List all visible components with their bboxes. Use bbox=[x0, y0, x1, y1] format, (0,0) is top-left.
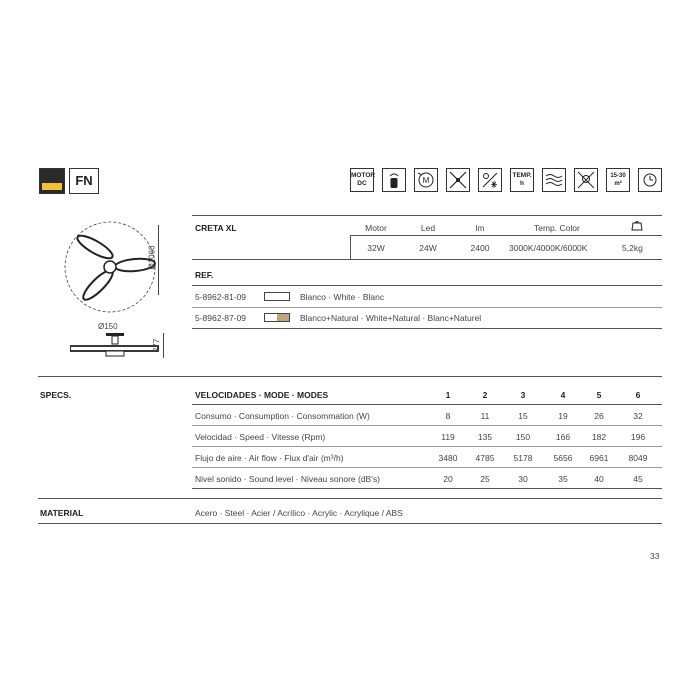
spec-value: 40 bbox=[594, 474, 604, 484]
spec-row-rule bbox=[192, 425, 662, 426]
spec-value: 35 bbox=[558, 474, 568, 484]
ref-bottom-rule bbox=[192, 328, 662, 329]
timer-icon bbox=[638, 168, 662, 192]
temp-color-value: 3000K/4000K/6000K bbox=[509, 243, 588, 253]
spec-value: 8049 bbox=[628, 453, 648, 463]
spec-value: 15 bbox=[518, 411, 528, 421]
family-code-box: FN bbox=[69, 168, 99, 194]
lm-header: lm bbox=[475, 223, 485, 233]
spec-value: 3480 bbox=[438, 453, 458, 463]
diameter-dimension-line bbox=[158, 225, 159, 295]
ref-label: REF. bbox=[195, 270, 214, 280]
spec-row-label: Nivel sonido · Sound level · Niveau sonore (dB's) bbox=[195, 474, 380, 484]
family-color-stripe bbox=[42, 183, 62, 190]
motor-header: Motor bbox=[365, 223, 387, 233]
ref-code-1: 5-8962-81-09 bbox=[195, 292, 247, 302]
spec-value: 8 bbox=[445, 411, 451, 421]
spec-value: 5178 bbox=[513, 453, 533, 463]
motor-m-icon bbox=[414, 168, 438, 192]
product-name: CRETA XL bbox=[195, 223, 237, 233]
spec-value: 135 bbox=[477, 432, 493, 442]
spec-value: 182 bbox=[591, 432, 607, 442]
material-label: MATERIAL bbox=[40, 508, 84, 518]
spec-value: 6961 bbox=[589, 453, 609, 463]
airflow-icon bbox=[542, 168, 566, 192]
summer-winter-icon bbox=[478, 168, 502, 192]
lm-value: 2400 bbox=[470, 243, 490, 253]
material-top-rule bbox=[38, 498, 662, 499]
page-number: 33 bbox=[650, 551, 660, 561]
specs-bottom-rule bbox=[192, 488, 662, 489]
material-text: Acero · Steel · Acier / Acrílico · Acrylic · Acrylique / ABS bbox=[195, 508, 403, 518]
speed-3: 3 bbox=[520, 390, 526, 400]
ref-header-rule bbox=[192, 285, 662, 286]
spec-row-label: Consumo · Consumption · Consommation (W) bbox=[195, 411, 370, 421]
product-header-rule bbox=[350, 235, 662, 236]
spec-value: 196 bbox=[630, 432, 646, 442]
spec-value: 5656 bbox=[553, 453, 573, 463]
speed-1: 1 bbox=[445, 390, 451, 400]
temp-color-header: Temp. Color bbox=[534, 223, 580, 233]
spec-row-label: Flujo de aire · Air flow · Flux d'air (m³/h) bbox=[195, 453, 344, 463]
spec-value: 166 bbox=[555, 432, 571, 442]
speed-6: 6 bbox=[635, 390, 641, 400]
fan-side-view-drawing bbox=[70, 333, 160, 363]
spec-value: 45 bbox=[633, 474, 643, 484]
led-header: Led bbox=[420, 223, 436, 233]
svg-text:M: M bbox=[422, 176, 430, 185]
reversible-fan-icon bbox=[446, 168, 470, 192]
spec-row-rule bbox=[192, 467, 662, 468]
spec-value: 11 bbox=[480, 411, 490, 421]
ref-code-2: 5-8962-87-09 bbox=[195, 313, 247, 323]
m2-text: m² bbox=[614, 181, 622, 187]
spec-value: 119 bbox=[441, 432, 455, 442]
spec-value: 19 bbox=[558, 411, 568, 421]
specs-header: VELOCIDADES · MODE · MODES bbox=[195, 390, 329, 400]
room-size-text: 15-30 bbox=[610, 173, 626, 179]
remote-control-icon bbox=[382, 168, 406, 192]
temperature-timer-icon bbox=[510, 168, 534, 192]
product-top-rule bbox=[192, 215, 662, 216]
spec-value: 20 bbox=[443, 474, 453, 484]
speed-5: 5 bbox=[596, 390, 602, 400]
weight-value: 5,2kg bbox=[622, 243, 643, 253]
material-bottom-rule bbox=[38, 523, 662, 524]
speed-4: 4 bbox=[560, 390, 566, 400]
swatch-white bbox=[264, 292, 290, 301]
temp-text: TEMP. bbox=[512, 172, 532, 179]
height-dimension-line bbox=[163, 333, 164, 358]
family-color-badge bbox=[39, 168, 65, 194]
product-values-divider bbox=[350, 235, 351, 259]
diameter-label: Ø1066 bbox=[147, 245, 157, 270]
spec-value: 150 bbox=[515, 432, 531, 442]
spec-value: 26 bbox=[594, 411, 604, 421]
height-label: 277 bbox=[152, 338, 162, 353]
product-values-rule bbox=[192, 259, 662, 260]
room-size-icon bbox=[606, 168, 630, 192]
weight-icon bbox=[631, 219, 643, 231]
motor-dc-icon bbox=[350, 168, 374, 192]
speed-2: 2 bbox=[482, 390, 488, 400]
spec-value: 32 bbox=[633, 411, 643, 421]
spec-value: 25 bbox=[480, 474, 490, 484]
ref-name-2: Blanco+Natural · White+Natural · Blanc+Naturel bbox=[300, 313, 482, 323]
spec-value: 30 bbox=[518, 474, 528, 484]
swatch-white-natural bbox=[264, 313, 290, 322]
spec-row-rule bbox=[192, 446, 662, 447]
h-text: h bbox=[520, 180, 524, 187]
base-diameter-label: Ø150 bbox=[98, 322, 118, 331]
specs-header-rule bbox=[192, 404, 662, 405]
led-value: 24W bbox=[419, 243, 437, 253]
no-light-icon bbox=[574, 168, 598, 192]
motor-text: MOTOR bbox=[351, 172, 376, 179]
spec-value: 4785 bbox=[475, 453, 495, 463]
ref-row-rule-1 bbox=[192, 307, 662, 308]
specs-label: SPECS. bbox=[40, 390, 72, 400]
motor-value: 32W bbox=[367, 243, 385, 253]
spec-row-label: Velocidad · Speed · Vitesse (Rpm) bbox=[195, 432, 326, 442]
ref-name-1: Blanco · White · Blanc bbox=[300, 292, 385, 302]
specs-top-rule bbox=[38, 376, 662, 377]
dc-text: DC bbox=[357, 180, 367, 187]
